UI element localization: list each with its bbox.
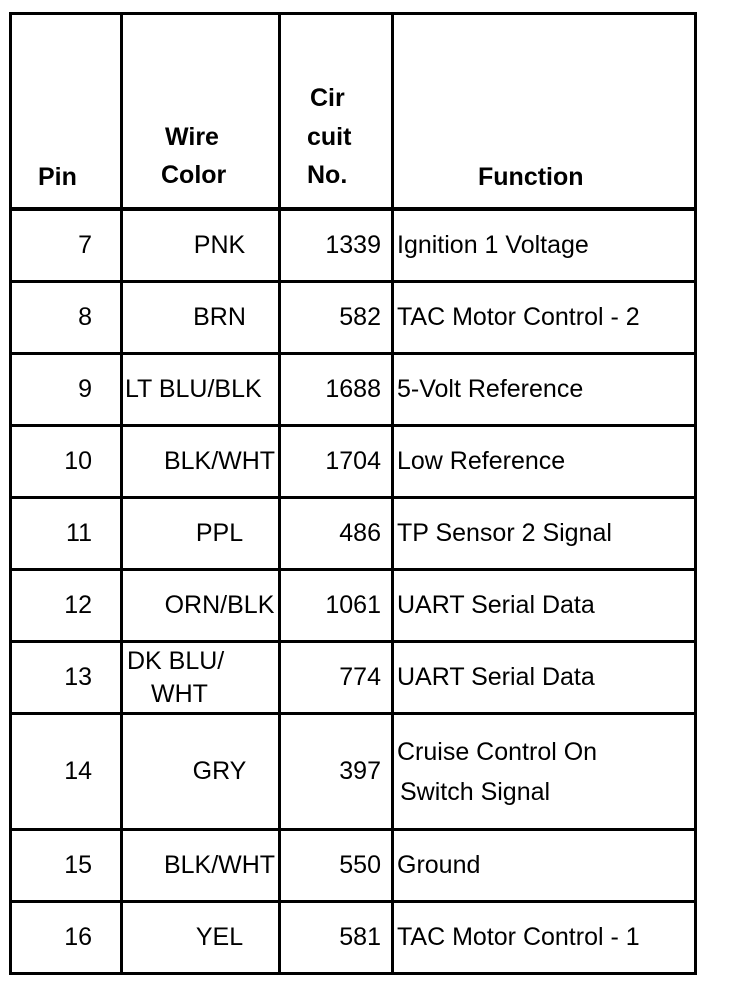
function-cell: 5-Volt Reference: [393, 354, 696, 426]
pin-cell: 11: [11, 498, 122, 570]
pin-cell: 13: [11, 642, 122, 714]
pin-cell: 7: [11, 209, 122, 282]
function-cell: Ground: [393, 830, 696, 902]
table-row: [11, 426, 696, 498]
wire-color-cell: YEL: [122, 902, 280, 974]
pinout-table: [9, 12, 697, 975]
function-cell: TAC Motor Control - 2: [393, 282, 696, 354]
table-row: [11, 498, 696, 570]
wire-color-cell: LT BLU/BLK: [122, 354, 280, 426]
circuit-cell: 550: [280, 830, 393, 902]
header-circuit-no: [280, 14, 393, 210]
header-circuit-line2: cuit: [307, 122, 352, 151]
circuit-cell: 1061: [280, 570, 393, 642]
wire-color-cell: PPL: [122, 498, 280, 570]
function-line2: Switch Signal: [400, 777, 551, 806]
wire-color-cell: BLK/WHT: [122, 830, 280, 902]
table-row: [11, 209, 696, 282]
pin-cell: 10: [11, 426, 122, 498]
table-row: [11, 354, 696, 426]
header-row: [11, 14, 696, 210]
header-wire-color: [122, 14, 280, 210]
wire-color-cell: BRN: [122, 282, 280, 354]
header-wire-color-line1: Wire: [165, 122, 219, 151]
header-pin-label: Pin: [38, 162, 77, 191]
pin-cell: 8: [11, 282, 122, 354]
pin-cell: 15: [11, 830, 122, 902]
function-cell: Low Reference: [393, 426, 696, 498]
function-cell: TP Sensor 2 Signal: [393, 498, 696, 570]
pin-cell: 14: [11, 714, 122, 830]
table-row: [11, 830, 696, 902]
pin-cell: 16: [11, 902, 122, 974]
wire-color-cell: [122, 642, 280, 714]
wire-color-line1: DK BLU/: [127, 647, 225, 675]
wire-color-cell: GRY: [122, 714, 280, 830]
table-row: [11, 282, 696, 354]
header-pin: [11, 14, 122, 210]
header-function: [393, 14, 696, 210]
function-cell: UART Serial Data: [393, 570, 696, 642]
circuit-cell: 1688: [280, 354, 393, 426]
pin-cell: 12: [11, 570, 122, 642]
circuit-cell: 486: [280, 498, 393, 570]
function-cell: TAC Motor Control - 1: [393, 902, 696, 974]
circuit-cell: 582: [280, 282, 393, 354]
wire-color-cell: PNK: [122, 209, 280, 282]
circuit-cell: 581: [280, 902, 393, 974]
circuit-cell: 774: [280, 642, 393, 714]
function-cell: Ignition 1 Voltage: [393, 209, 696, 282]
function-cell: UART Serial Data: [393, 642, 696, 714]
circuit-cell: 1704: [280, 426, 393, 498]
table-row: [11, 714, 696, 830]
table-row: [11, 570, 696, 642]
header-wire-color-line2: Color: [161, 161, 227, 190]
function-line1: Cruise Control On: [397, 737, 598, 766]
wire-color-line2: WHT: [151, 679, 208, 708]
wire-color-cell: ORN/BLK: [122, 570, 280, 642]
circuit-cell: 397: [280, 714, 393, 830]
pin-cell: 9: [11, 354, 122, 426]
circuit-cell: 1339: [280, 209, 393, 282]
wire-color-cell: BLK/WHT: [122, 426, 280, 498]
function-cell: [393, 714, 696, 830]
header-circuit-line1: Cir: [310, 83, 345, 112]
table-row: [11, 902, 696, 974]
header-function-label: Function: [478, 162, 584, 191]
header-circuit-line3: No.: [307, 161, 348, 190]
table-row: [11, 642, 696, 714]
